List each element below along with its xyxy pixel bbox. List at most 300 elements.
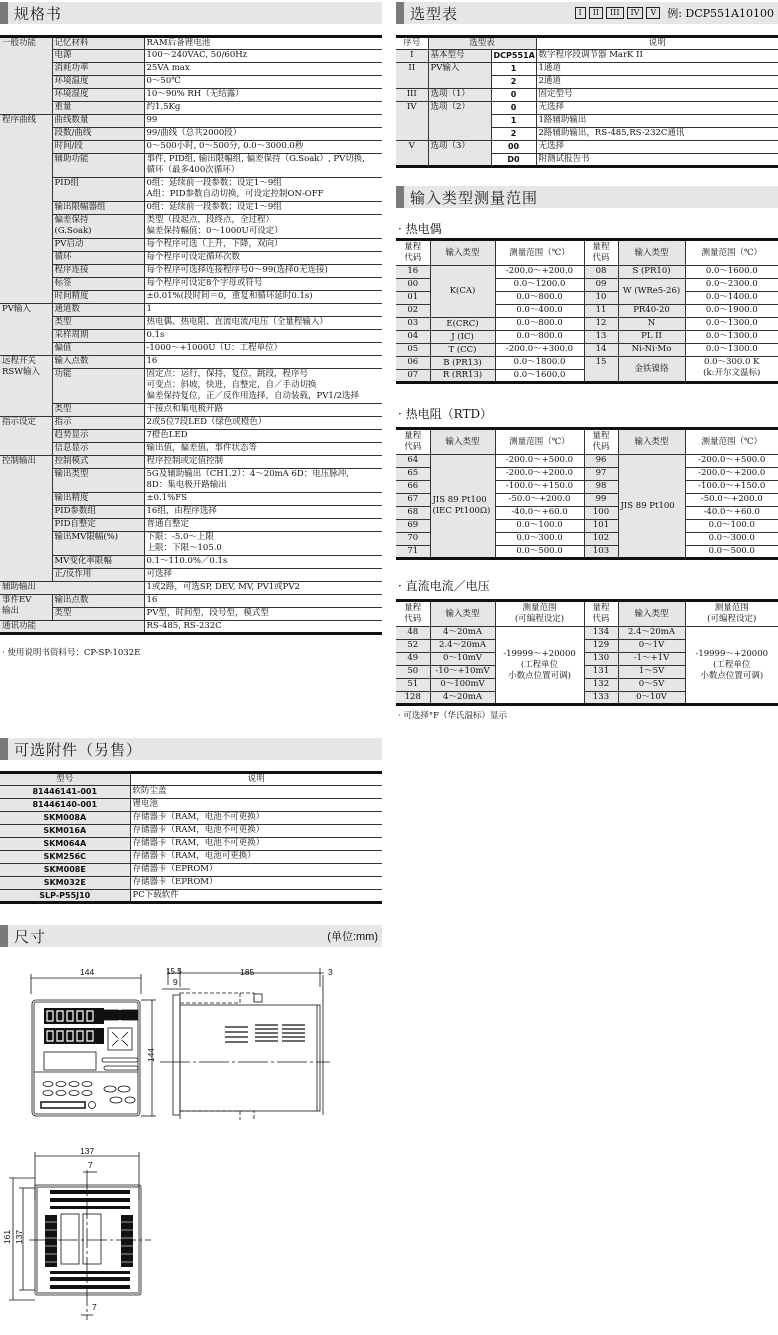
- spec-row: [0, 595, 382, 608]
- measure-range: -100.0～+150.0: [495, 481, 584, 494]
- spec-key: 循环: [52, 252, 144, 265]
- input-type: -1～+1V: [618, 653, 685, 666]
- selection-desc: 无选择: [536, 141, 778, 154]
- accessory-desc: 锂电池: [130, 799, 382, 812]
- header-cell: 量程 代码: [584, 429, 618, 455]
- accessories-title: 可选附件（另售）: [14, 740, 143, 759]
- input-type: K(CA): [430, 266, 495, 318]
- accessory-row: [0, 812, 382, 825]
- selection-item: 选项（3）: [428, 141, 491, 167]
- spec-row: [0, 278, 382, 291]
- accessory-desc: 存储器卡（RAM，电池不可更换）: [130, 825, 382, 838]
- range-code: 66: [396, 481, 430, 494]
- accessory-model: 81446141-001: [0, 786, 130, 799]
- spec-key: 时间/段: [52, 141, 144, 154]
- accessory-row: [0, 786, 382, 799]
- spec-row: [0, 291, 382, 304]
- spec-category: PV输入: [0, 304, 52, 356]
- header-cell: 测量范围（℃）: [495, 429, 584, 455]
- model-position-box: III: [606, 7, 623, 19]
- spec-value: 16: [144, 356, 382, 369]
- thermocouple-row: [396, 344, 778, 357]
- accessory-model: SKM008E: [0, 864, 130, 877]
- selection-code: DCP551A: [491, 50, 536, 63]
- dimensions-title: 尺寸: [14, 927, 47, 946]
- range-code: 132: [584, 679, 618, 692]
- spec-category: 控制输出: [0, 456, 52, 582]
- spec-value: 10～90% RH（无结露）: [144, 89, 382, 102]
- spec-value: 0组：延续前一段参数；设定1～9组: [144, 202, 382, 215]
- measure-range: -50.0～+200.0: [685, 494, 778, 507]
- spec-key: 偏值: [52, 343, 144, 356]
- spec-key: 重量: [52, 102, 144, 115]
- accessories-table: [0, 771, 382, 904]
- input-type: JIS 89 Pt100 (IEC Pt100Ω): [430, 455, 495, 559]
- header-cell: 量程 代码: [584, 601, 618, 627]
- selection-section-header: [396, 2, 778, 24]
- spec-row: [0, 532, 382, 556]
- measure-range: 0.0～800.0: [495, 331, 584, 344]
- spec-key: PID自整定: [52, 519, 144, 532]
- spec-key: 段数/曲线: [52, 128, 144, 141]
- spec-value: 可选择: [144, 569, 382, 582]
- accessory-model: SKM064A: [0, 838, 130, 851]
- measure-range: 0.0～800.0: [495, 318, 584, 331]
- range-code: 64: [396, 455, 430, 468]
- spec-key: PV启动: [52, 239, 144, 252]
- accessory-desc: 存储器卡（EPROM）: [130, 864, 382, 877]
- header-cell: 输入类型: [618, 429, 685, 455]
- spec-key: 电源: [52, 50, 144, 63]
- accessory-desc: 软防尘盖: [130, 786, 382, 799]
- spec-key: 控制模式: [52, 456, 144, 469]
- spec-row: [0, 621, 382, 634]
- spec-value: 每个程序可选择连接程序号0～99(选择0无连接): [144, 265, 382, 278]
- range-code: 03: [396, 318, 430, 331]
- measure-range: 0.0～1300.0: [685, 331, 778, 344]
- spec-row: [0, 493, 382, 506]
- input-type: E(CRC): [430, 318, 495, 331]
- spec-key: 记忆材料: [52, 37, 144, 50]
- measure-range: -200.0～+200.0: [685, 468, 778, 481]
- input-type: 0～1V: [618, 640, 685, 653]
- spec-row: [0, 430, 382, 443]
- range-code: 130: [584, 653, 618, 666]
- selection-title: 选型表: [410, 4, 459, 23]
- thermocouple-row: [396, 318, 778, 331]
- accessory-row: [0, 877, 382, 890]
- thermocouple-label: · 热电偶: [398, 222, 442, 236]
- spec-key: 曲线数量: [52, 115, 144, 128]
- header-cell: 量程 代码: [396, 240, 430, 266]
- spec-note: · 使用说明书资料号：CP-SP-1032E: [2, 648, 141, 658]
- spec-value: 5G及辅助输出（CH1.2）：4～20mA 6D：电压脉冲, 8D：集电极开路输出: [144, 469, 382, 493]
- ranges-section-header: [396, 186, 778, 208]
- accessory-model: 81446140-001: [0, 799, 130, 812]
- selection-desc: 无选择: [536, 102, 778, 115]
- spec-value: RS-485, RS-232C: [144, 621, 382, 634]
- measure-range: 0.0～300.0: [495, 533, 584, 546]
- accessory-row: [0, 890, 382, 903]
- side-a-dim: 15.5: [166, 967, 182, 976]
- range-code: 15: [584, 357, 618, 383]
- spec-category: 辅助输出: [0, 582, 144, 595]
- input-type: JIS 89 Pt100: [618, 455, 685, 559]
- selection-desc: 2路辅助输出，RS-485,RS-232C通讯: [536, 128, 778, 141]
- input-type: 0～5V: [618, 679, 685, 692]
- spec-category: 远程开关 RSW输入: [0, 356, 52, 417]
- input-type: PR40-20: [618, 305, 685, 318]
- spec-key: 辅助功能: [52, 154, 144, 178]
- spec-value: 每个程序可设定循环次数: [144, 252, 382, 265]
- spec-row: [0, 556, 382, 569]
- spec-row: [0, 128, 382, 141]
- range-code: 101: [584, 520, 618, 533]
- accessory-row: [0, 799, 382, 812]
- selection-row: [396, 102, 778, 115]
- spec-row: [0, 63, 382, 76]
- input-type: T (CC): [430, 344, 495, 357]
- spec-row: [0, 37, 382, 50]
- range-code: 131: [584, 666, 618, 679]
- rtd-row: [396, 455, 778, 468]
- selection-item: PV输入: [428, 63, 491, 89]
- spec-key: PID组: [52, 178, 144, 202]
- spec-value: 16: [144, 595, 382, 608]
- spec-key: 信息显示: [52, 443, 144, 456]
- spec-row: [0, 608, 382, 621]
- range-code: 50: [396, 666, 430, 679]
- spec-category: 事件EV 输出: [0, 595, 52, 621]
- range-code: 05: [396, 344, 430, 357]
- header-cell: 测量范围 (可编程设定): [495, 601, 584, 627]
- rear-view-drawing: [5, 1150, 155, 1325]
- selection-item: 选项（1）: [428, 89, 491, 102]
- spec-value: 100～240VAC, 50/60Hz: [144, 50, 382, 63]
- spec-key: 环境温度: [52, 76, 144, 89]
- measure-range: 0.0～300.0: [685, 533, 778, 546]
- accessory-desc: 存储器卡（EPROM）: [130, 877, 382, 890]
- rtd-table: [396, 427, 778, 560]
- model-position-box: IV: [627, 7, 644, 19]
- spec-value: 每个程序可设定8个字母或符号: [144, 278, 382, 291]
- spec-row: [0, 76, 382, 89]
- spec-key: 输出限幅器组: [52, 202, 144, 215]
- rear-top-tab-dim: 7: [88, 1160, 93, 1170]
- spec-key: 采样周期: [52, 330, 144, 343]
- selection-index: II: [396, 63, 428, 89]
- spec-row: [0, 50, 382, 63]
- header-cell: 说明: [536, 37, 778, 50]
- measure-range: 0.0～1300.0: [685, 344, 778, 357]
- spec-key: 环境湿度: [52, 89, 144, 102]
- dc-table: [396, 599, 778, 706]
- range-code: 11: [584, 305, 618, 318]
- input-type: PL II: [618, 331, 685, 344]
- spec-category: 程序曲线: [0, 115, 52, 304]
- input-type: S (PR10): [618, 266, 685, 279]
- spec-value: 固定点：运行，保持，复位，跳段，程序号 可变点：斜坡，快进，自整定，自／手动切换 偏差保持复位，正／反作用选择，自动装载，PV1/2选择: [144, 369, 382, 404]
- range-code: 97: [584, 468, 618, 481]
- header-cell: 输入类型: [430, 601, 495, 627]
- model-code-example: [575, 5, 774, 21]
- spec-value: 0组：延续前一段参数；设定1～9组 A组：PID参数自动切换，可设定控制ON-OFF: [144, 178, 382, 202]
- spec-value: PV型，时间型，段号型，模式型: [144, 608, 382, 621]
- range-code: 99: [584, 494, 618, 507]
- range-code: 68: [396, 507, 430, 520]
- range-code: 98: [584, 481, 618, 494]
- spec-category: 通讯功能: [0, 621, 144, 634]
- spec-table: [0, 35, 382, 635]
- side-c-dim: 3: [328, 967, 333, 977]
- measure-range: 0.0～300.0 K (k:开尔文温标): [685, 357, 778, 383]
- spec-value: 1或2路，可选SP, DEV, MV, PV1或PV2: [144, 582, 382, 595]
- input-type: 4～20mA: [430, 627, 495, 640]
- rear-bottom-tab-dim: 7: [92, 1302, 97, 1312]
- spec-row: [0, 456, 382, 469]
- side-view-drawing: [160, 965, 330, 1120]
- accessory-desc: 存储器卡（RAM，电池可更换）: [130, 851, 382, 864]
- range-code: 01: [396, 292, 430, 305]
- range-code: 07: [396, 370, 430, 383]
- selection-desc: 1路辅助输出: [536, 115, 778, 128]
- spec-section-header: [0, 2, 382, 24]
- selection-row: [396, 50, 778, 63]
- range-code: 134: [584, 627, 618, 640]
- spec-value: 7橙色LED: [144, 430, 382, 443]
- accessories-section-header: [0, 738, 382, 760]
- spec-key: MV变化率限幅: [52, 556, 144, 569]
- header-cell: 量程 代码: [584, 240, 618, 266]
- spec-row: [0, 343, 382, 356]
- range-code: 129: [584, 640, 618, 653]
- spec-key: PID参数组: [52, 506, 144, 519]
- input-type: W (WRe5-26): [618, 279, 685, 305]
- dc-label: · 直流电流／电压: [398, 579, 490, 593]
- spec-key: 输出MV限幅(%): [52, 532, 144, 556]
- spec-row: [0, 178, 382, 202]
- range-code: 00: [396, 279, 430, 292]
- range-code: 67: [396, 494, 430, 507]
- dimensions-section-header: [0, 925, 382, 947]
- spec-category: 指示设定: [0, 417, 52, 456]
- selection-index: IV: [396, 102, 428, 141]
- spec-row: [0, 154, 382, 178]
- header-cell: 输入类型: [430, 429, 495, 455]
- side-d-dim: 9: [173, 977, 178, 987]
- input-type: B (PR13): [430, 357, 495, 370]
- spec-row: [0, 304, 382, 317]
- range-code: 70: [396, 533, 430, 546]
- spec-key: 指示: [52, 417, 144, 430]
- spec-row: [0, 265, 382, 278]
- measure-range: -200.0～+300.0: [495, 344, 584, 357]
- spec-row: [0, 569, 382, 582]
- spec-value: 类型（段起点，段终点，全过程） 偏差保持幅值：0～1000U可设定）: [144, 215, 382, 239]
- spec-row: [0, 89, 382, 102]
- side-b-dim: 185: [240, 967, 255, 977]
- header-cell: 测量范围（℃）: [495, 240, 584, 266]
- measure-range: -50.0～+200.0: [495, 494, 584, 507]
- range-code: 06: [396, 357, 430, 370]
- input-type: 0～100mV: [430, 679, 495, 692]
- dc-row: [396, 627, 778, 640]
- spec-row: [0, 102, 382, 115]
- spec-row: [0, 417, 382, 430]
- section-marker: [0, 2, 8, 24]
- spec-row: [0, 506, 382, 519]
- header-cell: 量程 代码: [396, 429, 430, 455]
- measure-range: 0.0～2300.0: [685, 279, 778, 292]
- header-cell: 输入类型: [618, 240, 685, 266]
- spec-title: 规格书: [14, 4, 63, 23]
- selection-desc: 附测试报告书: [536, 154, 778, 167]
- spec-key: 程序连接: [52, 265, 144, 278]
- header-cell: 型号: [0, 773, 130, 786]
- measure-range: -19999～+20000 (工程单位 小数点位置可调): [685, 627, 778, 705]
- spec-row: [0, 369, 382, 404]
- accessory-model: SKM032E: [0, 877, 130, 890]
- spec-value: 2或5位7段LED（绿色或橙色）: [144, 417, 382, 430]
- selection-code: 2: [491, 128, 536, 141]
- range-code: 71: [396, 546, 430, 559]
- spec-key: 正/反作用: [52, 569, 144, 582]
- range-code: 49: [396, 653, 430, 666]
- range-code: 103: [584, 546, 618, 559]
- input-type: 4～20mA: [430, 692, 495, 705]
- selection-index: V: [396, 141, 428, 167]
- selection-code: 1: [491, 115, 536, 128]
- range-code: 04: [396, 331, 430, 344]
- spec-row: [0, 582, 382, 595]
- spec-value: 99/曲线（总共2000段）: [144, 128, 382, 141]
- model-position-box: V: [646, 7, 660, 19]
- spec-value: 程序控制或定值控制: [144, 456, 382, 469]
- measure-range: 0.0～1600.0: [685, 266, 778, 279]
- spec-value: ±0.01%(段时间＝0，重复和循环延时0.1s): [144, 291, 382, 304]
- input-type: 金铁镍铬: [618, 357, 685, 383]
- input-type: Ni-Ni·Mo: [618, 344, 685, 357]
- spec-value: 每个程序可选（上升，下降，双向）: [144, 239, 382, 252]
- spec-key: 类型: [52, 317, 144, 330]
- range-code: 08: [584, 266, 618, 279]
- range-code: 09: [584, 279, 618, 292]
- spec-value: 下限：-5.0～上限 上限：下限～105.0: [144, 532, 382, 556]
- spec-row: [0, 215, 382, 239]
- spec-row: [0, 519, 382, 532]
- rear-height-inner-dim: 137: [14, 1229, 25, 1245]
- spec-value: 0.1～110.0%／0.1s: [144, 556, 382, 569]
- accessory-row: [0, 864, 382, 877]
- selection-row: [396, 63, 778, 76]
- measure-range: -200.0～+500.0: [495, 455, 584, 468]
- measure-range: -19999～+20000 (工程单位 小数点位置可调): [495, 627, 584, 705]
- spec-row: [0, 141, 382, 154]
- accessory-desc: PC下载软件: [130, 890, 382, 903]
- rear-height-outer-dim: 161: [2, 1229, 13, 1245]
- accessory-row: [0, 851, 382, 864]
- measure-range: 0.0～100.0: [495, 520, 584, 533]
- measure-range: 0.0～400.0: [495, 305, 584, 318]
- range-code: 128: [396, 692, 430, 705]
- measure-range: 0.0～800.0: [495, 292, 584, 305]
- measure-range: 0.0～1300.0: [685, 318, 778, 331]
- accessory-row: [0, 838, 382, 851]
- model-position-box: II: [589, 7, 603, 19]
- range-code: 65: [396, 468, 430, 481]
- selection-item: 选项（2）: [428, 102, 491, 141]
- range-code: 16: [396, 266, 430, 279]
- input-type: 2.4～20mA: [430, 640, 495, 653]
- header-cell: 输入类型: [430, 240, 495, 266]
- measure-range: -200.0～+500.0: [685, 455, 778, 468]
- header-cell: 输入类型: [618, 601, 685, 627]
- section-marker: [0, 925, 8, 947]
- selection-code: 1: [491, 63, 536, 76]
- measure-range: -40.0～+60.0: [685, 507, 778, 520]
- header-cell: 序号: [396, 37, 428, 50]
- spec-value: ±0.1%FS: [144, 493, 382, 506]
- accessory-row: [0, 825, 382, 838]
- selection-index: I: [396, 50, 428, 63]
- input-type: N: [618, 318, 685, 331]
- model-example: 例: DCP551A10100: [667, 7, 774, 20]
- spec-value: 0～50℃: [144, 76, 382, 89]
- spec-key: 偏差保持 (G.Soak): [52, 215, 144, 239]
- spec-row: [0, 202, 382, 215]
- input-type: 0～10V: [618, 692, 685, 705]
- spec-key: 标签: [52, 278, 144, 291]
- measure-range: -100.0～+150.0: [685, 481, 778, 494]
- spec-value: 25VA max: [144, 63, 382, 76]
- thermocouple-row: [396, 266, 778, 279]
- spec-value: 约1.5Kg: [144, 102, 382, 115]
- spec-value: 1: [144, 304, 382, 317]
- input-type: 2.4～20mA: [618, 627, 685, 640]
- selection-code: 0: [491, 89, 536, 102]
- spec-key: 趋势显示: [52, 430, 144, 443]
- spec-key: 消耗功率: [52, 63, 144, 76]
- thermocouple-row: [396, 357, 778, 370]
- measure-range: 0.0～500.0: [685, 546, 778, 559]
- spec-value: 普通自整定: [144, 519, 382, 532]
- spec-row: [0, 317, 382, 330]
- spec-row: [0, 443, 382, 456]
- input-type: R (RR13): [430, 370, 495, 383]
- selection-desc: 2通道: [536, 76, 778, 89]
- spec-row: [0, 404, 382, 417]
- input-type: -10～+10mV: [430, 666, 495, 679]
- spec-row: [0, 239, 382, 252]
- measure-range: -200.0～+200.0: [495, 266, 584, 279]
- selection-row: [396, 141, 778, 154]
- fahrenheit-note: · 可选择°F（华氏温标）显示: [398, 711, 508, 721]
- measure-range: 0.0～500.0: [495, 546, 584, 559]
- spec-value: 热电偶、热电阻、直流电流/电压（全量程输入）: [144, 317, 382, 330]
- range-code: 12: [584, 318, 618, 331]
- spec-key: 类型: [52, 608, 144, 621]
- range-code: 10: [584, 292, 618, 305]
- header-cell: 量程 代码: [396, 601, 430, 627]
- range-code: 13: [584, 331, 618, 344]
- spec-value: 0～500小时, 0～500分, 0.0～3000.0秒: [144, 141, 382, 154]
- measure-range: 0.0～1400.0: [685, 292, 778, 305]
- range-code: 100: [584, 507, 618, 520]
- accessory-model: SKM256C: [0, 851, 130, 864]
- thermocouple-table: [396, 238, 778, 384]
- selection-row: [396, 89, 778, 102]
- header-cell: 测量范围（℃）: [685, 240, 778, 266]
